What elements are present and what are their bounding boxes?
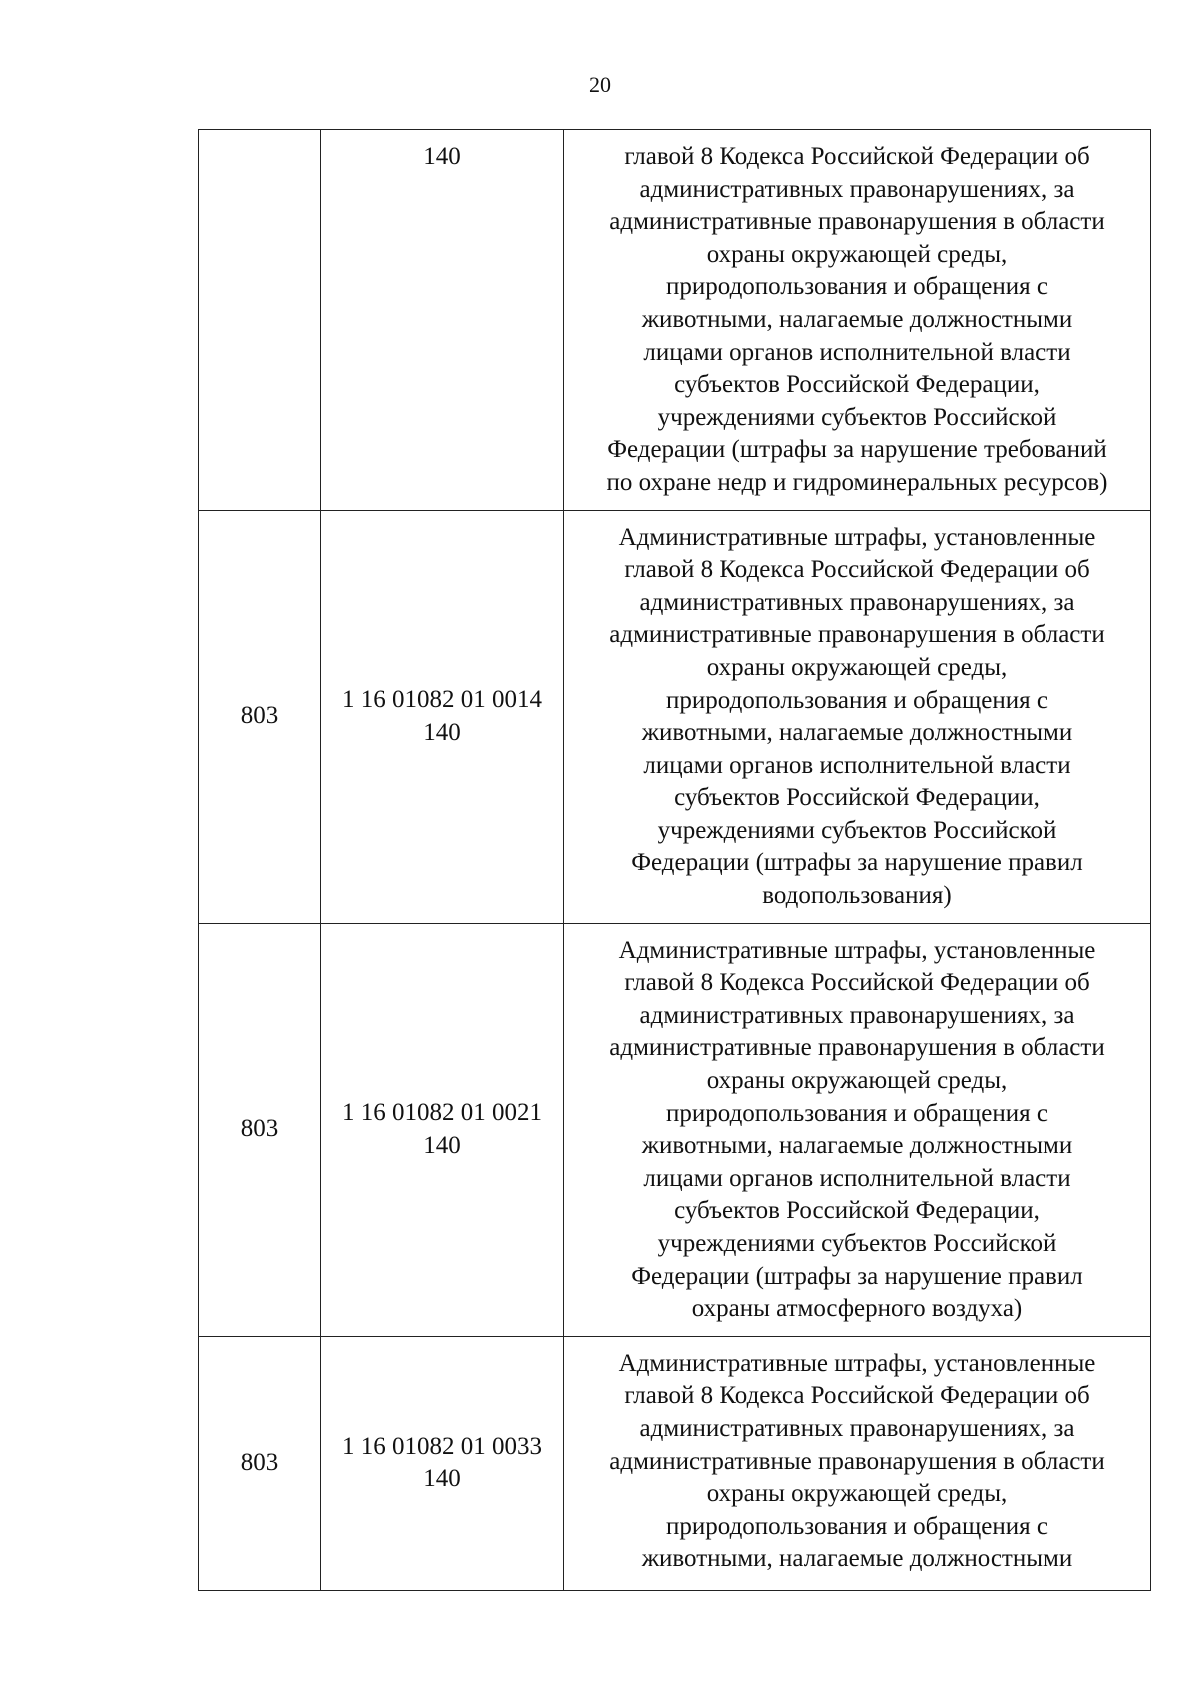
description-line: животными, налагаемые должностными xyxy=(641,1132,1073,1160)
description-line: природопользования и обращения с xyxy=(666,1099,1048,1127)
code-line: 1 16 01082 01 0014 xyxy=(342,686,542,713)
description-line: охраны атмосферного воздуха) xyxy=(691,1295,1023,1323)
description-line: животными, налагаемые должностными xyxy=(641,305,1073,333)
classification-code-cell xyxy=(321,130,564,511)
code-line: 140 xyxy=(423,1465,461,1493)
description-line: главой 8 Кодекса Российской Федерации об xyxy=(624,143,1090,170)
description-line: субъектов Российской Федерации, xyxy=(674,371,1040,399)
description-cell xyxy=(564,923,1151,1336)
description-line: охраны окружающей среды, xyxy=(706,240,1008,268)
classification-code-cell xyxy=(321,1336,564,1590)
description-line: по охране недр и гидроминеральных ресурсов) xyxy=(606,468,1108,496)
description-cell xyxy=(564,510,1151,923)
admin-code-cell: 803 xyxy=(199,923,321,1336)
description-line: главой 8 Кодекса Российской Федерации об xyxy=(624,969,1090,997)
description-line: Административные штрафы, установленные xyxy=(618,1349,1096,1377)
description-line: учреждениями субъектов Российской xyxy=(657,403,1057,431)
description-line: главой 8 Кодекса Российской Федерации об xyxy=(624,556,1090,584)
description-line: главой 8 Кодекса Российской Федерации об xyxy=(624,1382,1090,1410)
page-number: 20 xyxy=(589,72,611,97)
table-row xyxy=(199,1336,1151,1590)
description-line: охраны окружающей среды, xyxy=(706,1067,1008,1095)
description-line: животными, налагаемые должностными xyxy=(641,1545,1073,1573)
code-line: 140 xyxy=(423,1131,461,1159)
description-line: административных правонарушениях, за xyxy=(639,1414,1075,1442)
code-line: 1 16 01082 01 0033 xyxy=(342,1432,542,1460)
description-line: административные правонарушения в области xyxy=(609,621,1105,649)
description-cell xyxy=(564,1336,1151,1590)
description-line: административных правонарушениях, за xyxy=(639,588,1075,616)
description-cell xyxy=(564,130,1151,511)
description-line: лицами органов исполнительной власти xyxy=(643,338,1071,366)
description-line: природопользования и обращения с xyxy=(666,273,1048,301)
admin-code-cell xyxy=(199,130,321,511)
table-row xyxy=(199,510,1151,923)
classification-code-cell xyxy=(321,510,564,923)
description-line: административных правонарушениях, за xyxy=(639,1001,1075,1029)
description-line: животными, налагаемые должностными xyxy=(641,719,1073,747)
description-line: административные правонарушения в области xyxy=(609,1447,1105,1475)
description-line: охраны окружающей среды, xyxy=(706,653,1008,681)
description-line: природопользования и обращения с xyxy=(666,686,1048,714)
revenue-codes-table xyxy=(198,129,1151,1591)
description-line: Федерации (штрафы за нарушение требований xyxy=(607,436,1107,464)
admin-code-cell: 803 xyxy=(199,1336,321,1590)
code-line: 140 xyxy=(423,718,461,746)
description-line: Административные штрафы, установленные xyxy=(618,936,1096,964)
description-line: административных правонарушениях, за xyxy=(639,175,1075,203)
description-line: субъектов Российской Федерации, xyxy=(674,784,1040,812)
description-line: охраны окружающей среды, xyxy=(706,1480,1008,1508)
description-line: лицами органов исполнительной власти xyxy=(643,1164,1071,1192)
code-line: 1 16 01082 01 0021 xyxy=(342,1099,542,1127)
description-line: административные правонарушения в области xyxy=(609,1034,1105,1062)
description-line: Федерации (штрафы за нарушение правил xyxy=(631,849,1083,877)
code-line: 140 xyxy=(423,143,461,170)
description-line: субъектов Российской Федерации, xyxy=(674,1197,1040,1225)
description-line: Федерации (штрафы за нарушение правил xyxy=(631,1262,1083,1290)
description-line: Административные штрафы, установленные xyxy=(618,523,1096,551)
description-line: природопользования и обращения с xyxy=(666,1512,1048,1540)
description-line: учреждениями субъектов Российской xyxy=(657,816,1057,844)
description-line: учреждениями субъектов Российской xyxy=(657,1230,1057,1257)
description-line: административные правонарушения в области xyxy=(609,208,1105,236)
table-row xyxy=(199,130,1151,511)
table-row xyxy=(199,923,1151,1336)
admin-code-cell: 803 xyxy=(199,510,321,923)
classification-code-cell xyxy=(321,923,564,1336)
description-line: лицами органов исполнительной власти xyxy=(643,751,1071,779)
description-line: водопользования) xyxy=(762,882,952,910)
